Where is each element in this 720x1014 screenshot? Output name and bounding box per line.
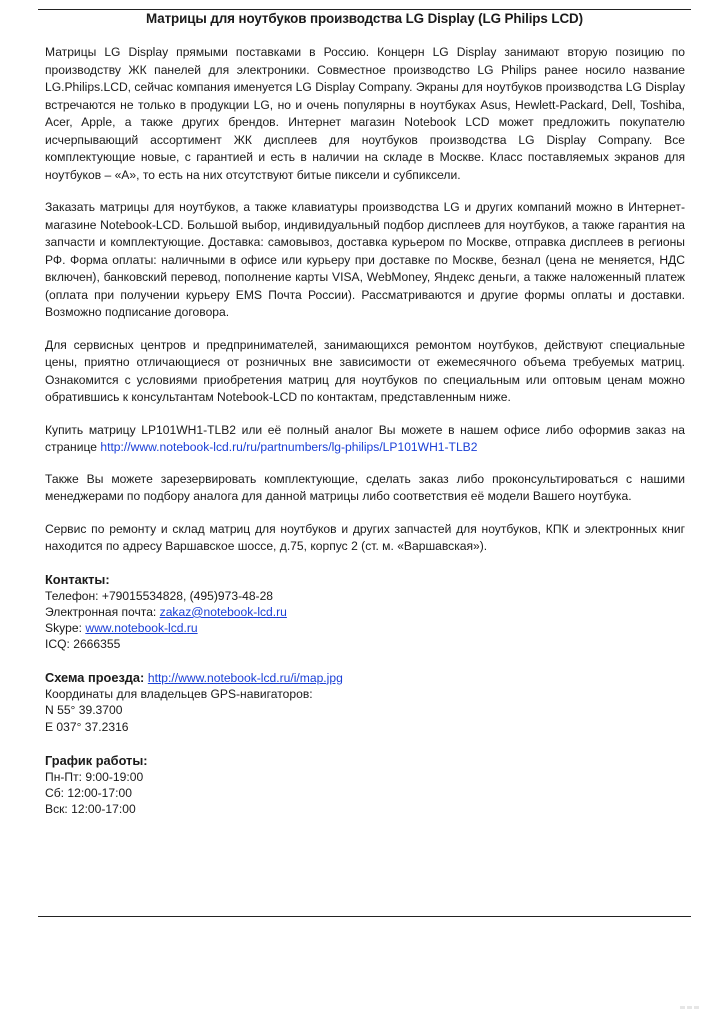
phone-label: Телефон: [45, 588, 102, 603]
paragraph-buy [45, 422, 685, 457]
directions-heading: Схема проезда: [45, 669, 148, 685]
document-body [45, 44, 685, 818]
icq-value: 2666355 [73, 637, 121, 652]
gps-label: Координаты для владельцев GPS-навигаторов: [45, 686, 313, 701]
schedule-sunday: Вск: 12:00-17:00 [45, 802, 136, 817]
email-row [45, 604, 685, 620]
paragraph-reserve: Также Вы можете зарезервировать комплектующие, сделать заказ либо проконсультироваться с нашими менеджерами по подбору аналога для данной матрицы либо соответствия её модели Вашего ноутбука. [45, 471, 685, 503]
paragraph-address: Сервис по ремонту и склад матриц для ноутбуков и других запчастей для ноутбуков, КПК и электронных книг находится по адресу Варшавское шоссе, д.75, корпус 2 (ст. м. «Варшавская»). [45, 521, 685, 553]
skype-link[interactable]: www.notebook-lcd.ru [85, 621, 198, 636]
contacts-heading: Контакты: [45, 571, 110, 587]
schedule-saturday: Сб: 12:00-17:00 [45, 786, 132, 801]
buy-text: Купить матрицу LP101WH1-TLB2 или её полный аналог Вы можете в нашем офисе либо оформив заказ на странице [45, 422, 685, 454]
schedule-section [45, 752, 685, 818]
page-title: Матрицы для ноутбуков производства LG Display (LG Philips LCD) [146, 11, 583, 26]
email-label: Электронная почта: [45, 604, 160, 619]
paragraph-intro: Матрицы LG Display прямыми поставками в Россию. Концерн LG Display занимают вторую позицию по производству ЖК панелей для электроники. Совместное производство LG Philips ранее носило название LG.Philips.LCD, сейчас компания именуется LG Display Company. Экраны для ноутбуков производства LG Display встречаются не только в продукции LG, но и очень популярны в ноутбуках Asus, Hewlett-Packard, Dell, Toshiba, Acer, Apple, а также других брендов. Интернет магазин Notebook LCD может предложить покупателю исчерпывающий ассортимент ЖК дисплеев для ноутбуков производства LG Display Company. Все комплектующие новые, с гарантией и есть в наличии на складе в Москве. Класс поставляемых экранов для ноутбуков – «А», то есть на них отсутствуют битые пиксели и субпиксели. [45, 45, 685, 182]
directions-section [45, 670, 685, 735]
phone-value: +79015534828, (495)973-48-28 [101, 588, 274, 603]
partnumber-link[interactable]: http://www.notebook-lcd.ru/ru/partnumbers/lg-philips/LP101WH1-TLB2 [100, 440, 478, 454]
phone-row [45, 588, 685, 604]
bottom-rule [38, 916, 691, 917]
top-rule [38, 9, 691, 10]
skype-row [45, 620, 685, 636]
contacts-section [45, 571, 685, 653]
gps-longitude: E 037° 37.2316 [45, 719, 129, 734]
email-link[interactable]: zakaz@notebook-lcd.ru [159, 604, 287, 619]
skype-label: Skype: [45, 621, 86, 636]
schedule-weekdays: Пн-Пт: 9:00-19:00 [45, 769, 144, 784]
paragraph-ordering: Заказать матрицы для ноутбуков, а также клавиатуры производства LG и других компаний можно в Интернет-магазине Notebook-LCD. Большой выбор, индивидуальный подбор дисплеев для ноутбуков, а также гарантия на запчасти и комплектующие. Доставка: самовывоз, доставка курьером по Москве, отправка дисплеев в регионы РФ. Форма оплаты: наличными в офисе или курьеру при доставке по Москве, безнал (цена не меняется, НДС включен), банковский перевод, пополнение карты VISA, WebMoney, Яндекс деньги, а также наложенный платеж (оплата при получении курьеру EMS Почта России). Рассматриваются и другие формы оплаты и доставки. Возможно подписание договора. [45, 200, 685, 319]
paragraph-wholesale: Для сервисных центров и предпринимателей, занимающихся ремонтом ноутбуков, действуют специальные цены, приятно отличающиеся от розничных вне зависимости от ежемесячного объема требуемых матриц. Ознакомится с условиями приобретения матриц для ноутбуков по специальным или оптовым ценам можно обратившись к консультантам Notebook-LCD по контактам, представленным ниже. [45, 337, 685, 404]
corner-watermark [680, 996, 706, 1002]
icq-label: ICQ: [45, 637, 74, 652]
icq-row [45, 636, 685, 652]
directions-heading-row [45, 670, 685, 686]
map-link[interactable]: http://www.notebook-lcd.ru/i/map.jpg [147, 670, 343, 685]
schedule-heading: График работы: [45, 752, 148, 768]
gps-latitude: N 55° 39.3700 [45, 703, 123, 718]
